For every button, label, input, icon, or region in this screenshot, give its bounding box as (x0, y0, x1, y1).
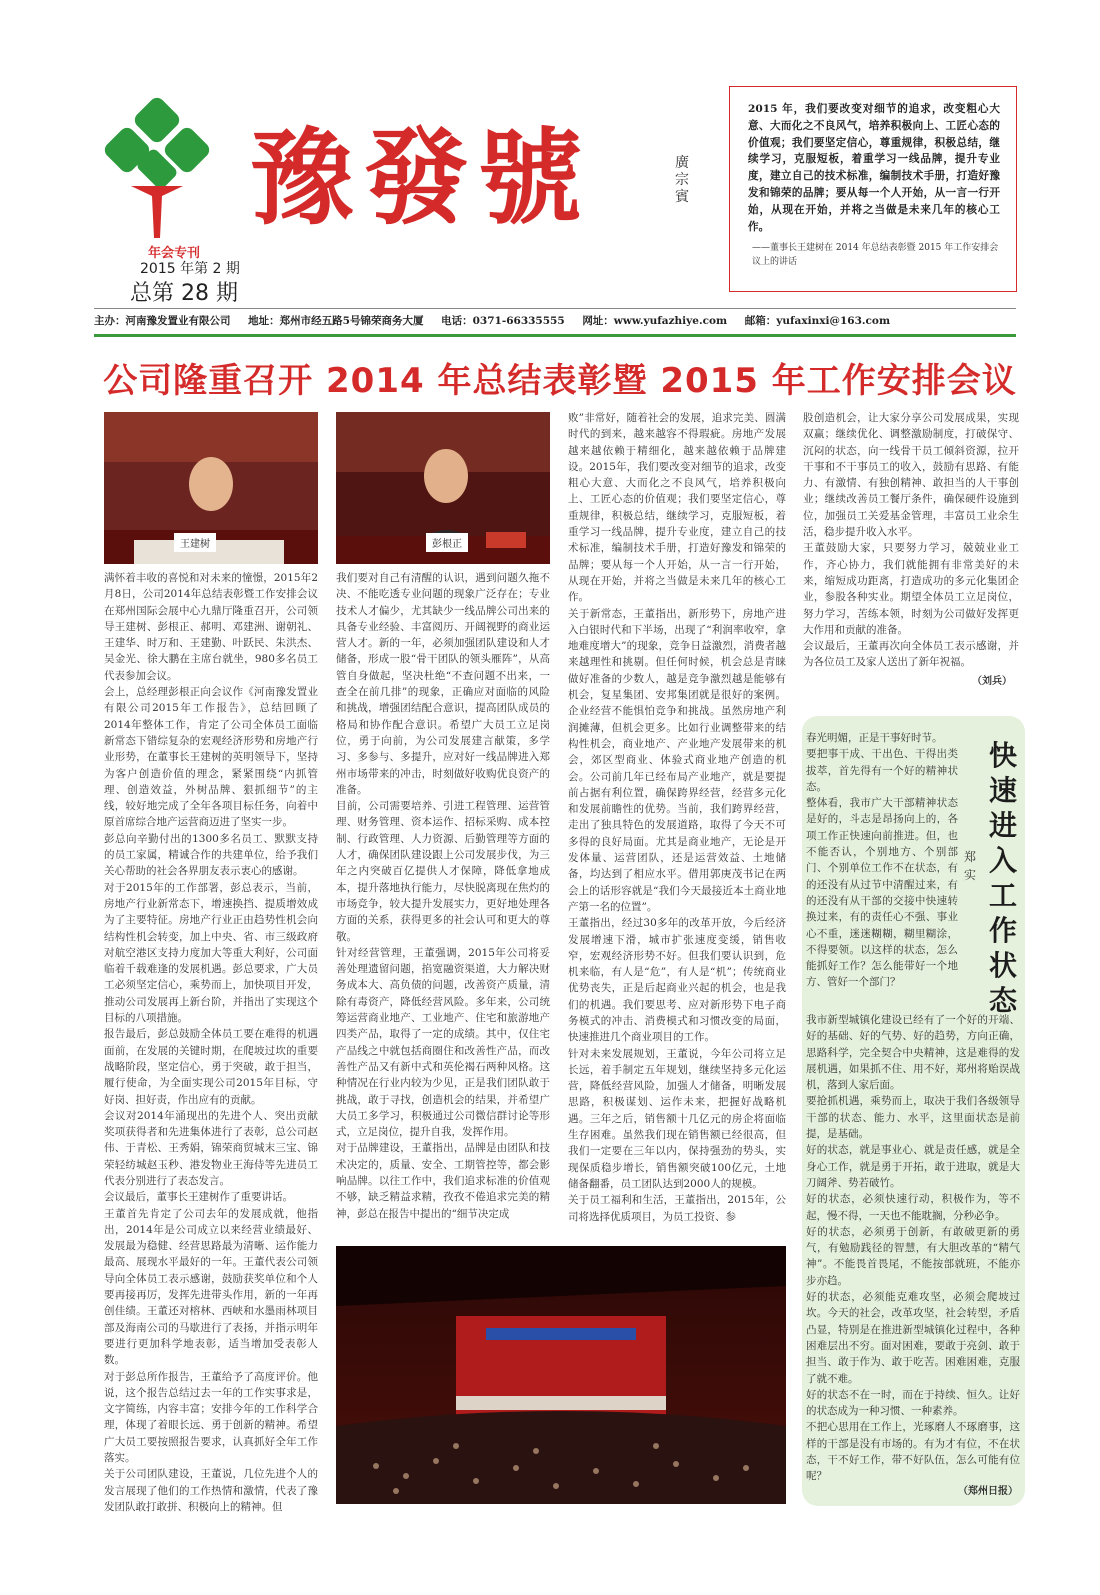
conference-hall-image (336, 1246, 786, 1504)
sponsor-text: 主办：河南豫发置业有限公司 (94, 315, 231, 327)
calligrapher-signature: 廣宗賓 (675, 155, 689, 205)
phone-text: 电话：0371-66335555 (441, 315, 565, 327)
company-logo (96, 100, 218, 240)
address-text: 地址：郑州市经五路5号锦荣商务大厦 (248, 315, 424, 327)
speaker-photo-2 (336, 412, 550, 564)
email-text: 邮箱：yufaxinxi@163.com (744, 315, 891, 327)
publication-info-bar (94, 308, 1016, 333)
header-divider (94, 334, 1016, 337)
sidebar-body: 我市新型城镇化建设已经有了一个好的开端、好的基础、好的气势、好的趋势，方向正确，思路科学，完全契合中央精神，这是难得的发展机遇，如果抓不住、用不好，郑州将贻误战机，落到人家后面。 要抢抓机遇，乘势而上，取决于我们各级领导干部的状态、能力、水平，这里面状态是前提，是基础。 好的状态，就是事业心、就是责任感，就是全身心工作，就是勇于开拓，敢于进取，就是大刀阔斧、势若破竹。 好的状态，必须快速行动，积极作为，等不起，慢不得，一天也不能耽搁，分秒必争。 好的状态，必须勇于创新，有敢破更新的勇气，有勉励践径的智慧，有大胆改革的“精气神”。不能畏首畏尾，不能按部就班，不能亦步亦趋。 好的状态，必须能克难攻坚，必须会爬坡过坎。今天的社会，改革攻坚，社会转型，矛盾凸显，特别是在推进新型城镇化过程中，各种困难层出不穷。面对困难，要敢于亮剑、敢于担当、敢于作为、敢于吃苦。困难困难，克服了就不难。 好的状态不在一时，而在于持续、恒久。让好的状态成为一种习惯、一种素养。 不把心思用在工作上，光琢磨人不琢磨事，这样的干部是没有市场的。有为才有位，不在状态，干不好工作，带不好队伍，怎么可能有位呢？ (806, 1014, 1020, 1483)
website-text: 网址：www.yufazhiye.com (582, 315, 728, 327)
sidebar-title: 快速进入工作状态 (988, 739, 1017, 1017)
chairman-quote-box (729, 86, 1017, 292)
total-issue-number: 总第 28 期 (130, 281, 238, 306)
quote-text: 2015 年，我们要改变对细节的追求，改变粗心大意、大而化之不良风气，培养积极向上、工匠心态的价值观；我们要坚定信心，尊重规律，积极总结，继续学习，克服短板，着重学习一线品牌，提升专业度，建立自己的技术标准，编制技术手册，打造好豫发和锦荣的品牌；要从每一个人开始，从一言一行开始，从现在开始，并将之当做是未来几年的核心工作。 (748, 103, 1000, 233)
quote-source: ——董事长王建树在 2014 年总结表彰暨 2015 年工作安排会议上的讲话 (752, 243, 999, 268)
article-column-3: 败”非常好，随着社会的发展，追求完美、圆满时代的到来，越来越容不得瑕疵。房地产发展越来越依赖于精细化，越来越依赖于品牌建设。2015年，我们要改变对细节的追求，改变粗心大意、大而化之不良风气，培养积极向上、工匠心态的价值观；我们要坚定信心，尊重规律，积极总结，继续学习，克服短板，着重学习一线品牌，提升专业度，建立自己的技术标准，编制技术手册，打造好豫发和锦荣的品牌；要从每一个人开始，从一言一行开始，从现在开始，并将之当做是未来几年的核心工作。 关于新常态，王董指出，新形势下，房地产进入白银时代和下半场，出现了“利润率收窄，拿地难度增大”的现象，竞争日益激烈，消费者越来越理性和挑剔。但任何时候，机会总是青睐做好准备的少数人，越是竞争激烈越是能够有机会，复星集团、安邦集团就是很好的案例。企业经营不能惧怕竞争和挑战。虽然房地产利润摊薄，但机会更多。比如行业调整带来的结构性机会，商业地产、产业地产发展带来的机会，郊区型商业、体验式商业地产创造的机会。公司前几年已经布局产业地产，就是要提前占据有利位置，确保跨界经营，经营多元化和发展前瞻性的优势。当前，我们跨界经营，走出了独具特色的发展道路，取得了今天不可多得的良好局面。尤其是商业地产，无论是开发体量、运营团队，还是运营效益、土地储备，均达到了相应水平。借用郭庚茂书记在两会上的话形容就是“我们今天最接近本土商业地产第一名的位置”。 王董指出，经过30多年的改革开放，今后经济发展增速下滑，城市扩张速度变缓，销售收窄，宏观经济形势不好。但我们要认识到，危机来临，有人是“危”，有人是“机”；传统商业优势丧失，正是后起商业兴起的机会，也是我们的机遇。我们要思考、应对新形势下电子商务模式的冲击、消费模式和习惯改变的局面，快速推进几个商业项目的工作。 针对未来发展规划，王董说，今年公司将立足长远，着手制定五年规划，继续坚持多元化运营，降低经营风险，加强人才储备，明晰发展思路，积极谋划、运作未来，把握好战略机遇。三年之后，销售额十几亿元的房企将面临生存困难。虽然我们现在销售额已经很高，但我们一定要在三年以内，保持强劲的势头，实现保质稳步增长，销售额突破100亿元，土地储备翻番，员工团队达到2000人的规模。 关于员工福利和生活，王董指出，2015年，公司将选择优质项目，为员工投资、参 (568, 412, 786, 1223)
photo-1-caption: 王建树 (174, 533, 216, 552)
sidebar-intro: 春光明媚，正是干事好时节。 要把事干成、干出色、干得出类拔萃，首先得有一个好的精神状态。 整体看，我市广大干部精神状态是好的，斗志是昂扬向上的，各项工作正快速向前推进。但，也不能否认，个别地方、个别部门、个别单位工作不在状态，有的还没有从过节中清醒过来，有的还没有从干部的交接中快速转换过来，有的责任心不强、事业心不重，迷迷糊糊，糊里糊涂，不得要领。以这样的状态，怎么能抓好工作？怎么能带好一个地方、管好一个部门？ (806, 732, 958, 989)
speaker-photo-1 (104, 412, 318, 564)
photo-2-caption: 彭根正 (426, 533, 468, 552)
special-edition-label: 年会专刊 (148, 246, 201, 261)
brand-name: 豫發號 (250, 116, 593, 239)
sidebar-author: 郑实 (964, 850, 977, 882)
article-column-1: 满怀着丰收的喜悦和对未来的憧憬，2015年2月8日，公司2014年总结表彰暨工作安排会议在郑州国际会展中心九鼎厅隆重召开，公司领导王建树、彭根正、郝明、邓建洲、谢朝礼、王建华、时万和、王建勤、叶跃民、朱洪杰、吴金光、徐大鹏在主席台就坐，980多名员工代表参加会议。 会上，总经理彭根正向会议作《河南豫发置业有限公司2015年工作报告》，总结回顾了2014年整体工作，肯定了公司全体员工面临新常态下错综复杂的宏观经济形势和房地产行业形势，在董事长王建树的英明领导下，坚持为客户创造价值的理念，紧紧围绕“内抓管理、创造效益，外树品牌、狠抓细节”的主线，较好地完成了全年各项目标任务，向着中原首席综合地产运营商迈进了坚实一步。 彭总向辛勤付出的1300多名员工、默默支持的员工家属，精诚合作的共建单位，给予我们关心帮助的社会各界朋友表示衷心的感谢。 对于2015年的工作部署，彭总表示，当前，房地产行业新常态下，增速换挡、提质增效成为了主要特征。房地产行业正由趋势性机会向结构性机会转变，加上中央、省、市三级政府对航空港区支持力度加大等重大利好，公司面临着千载难逢的发展机遇。彭总要求，广大员工必须坚定信心，乘势而上，加快项目开发，推动公司发展再上新台阶，并指出了实现这个目标的八项措施。 报告最后，彭总鼓励全体员工要在难得的机遇面前，在发展的关键时期，在爬坡过坎的重要战略阶段，坚定信心，勇于突破，敢于担当，履行使命，为全面实现公司2015年目标，守好岗、担好责，作出应有的贡献。 会议对2014年涌现出的先进个人、突出贡献奖项获得者和先进集体进行了表彰，总公司赵伟、于青松、王秀娟，锦荣商贸城末三宝、锦荣轻纺城赵玉秒、港发物业王海侍等先进员工代表分别进行了表态发言。 会议最后，董事长王建树作了重要讲话。 王董首先肯定了公司去年的发展成就，他指出，2014年是公司成立以来经营业绩最好、发展最为稳健、经营思路最为清晰、运作能力最高、展现水平最好的一年。王董代表公司领导向全体员工表示感谢，鼓励获奖单位和个人要再接再厉，发挥先进带头作用，新的一年再创佳绩。王董还对榕林、西峡和水墨雨林项目部及海南公司的马歇进行了表扬，并指示明年要进行更加科学地表彰，适当增加受表彰人数。 对于彭总所作报告，王董给予了高度评价。他说，这个报告总结过去一年的工作实事求是，文字简练，内容丰富；安排今年的工作科学合理，体现了着眼长远、勇于创新的精神。希望广大员工要按照报告要求，认真抓好全年工作落实。 关于公司团队建设，王董说，几位先进个人的发言展现了他们的工作热情和激情，代表了豫发团队敢打敢拼、积极向上的精神。但 (104, 572, 318, 1513)
sidebar-source: （郑州日报） (958, 1486, 1018, 1497)
article-column-4: 股创造机会，让大家分享公司发展成果，实现双赢；继续优化、调整激励制度，打破保守、沉闷的状态，向一线骨干员工倾斜资源，拉开干事和不干事员工的收入，鼓励有思路、有能力、有激情、有独创精神、敢担当的人干事创业；继续改善员工餐厅条件，确保硬件设施到位，加强员工关爱基金管理，丰富员工业余生活，稳步提升收入水平。 王董鼓励大家，只要努力学习，兢兢业业工作，齐心协力，我们就能拥有非常美好的未来，缩短成功距离，打造成功的多元化集团企业，参股各种实业。期望全体员工立足岗位，努力学习，苦练本领，时刻为公司做好发挥更大作用和贡献的准备。 会议最后，王董再次向全体员工表示感谢，并为各位员工及家人送出了新年祝福。 (803, 412, 1019, 669)
logo-stem (131, 186, 183, 238)
article-byline: （刘兵） (972, 676, 1012, 687)
issue-number: 2015 年第 2 期 (140, 261, 240, 277)
article-column-2: 我们要对自己有清醒的认识，遇到问题久拖不决、不能吃透专业问题的现象广泛存在；专业技术人才偏少，尤其缺少一线品牌公司出来的具备专业经验、丰富阅历、开阔视野的商业运营人才。新的一年，必须加强团队建设和人才储备，形成一股“骨干团队的领头雁阵”，从高管自身做起，坚决杜绝“不查问题不出来，一查全在前几排”的现象，正确应对面临的风险和挑战，增强团结配合意识，提高团队成员的格局和协作配合意识。希望广大员工立足岗位，勇于向前，为公司发展建言献策，多学习、多参与、多提升，应对好一线品牌进入郑州市场带来的冲击，时刻做好收购优良资产的准备。 目前，公司需要培养、引进工程管理、运营管理、财务管理、资本运作、招标采购、成本控制、行政管理、人力资源、后勤管理等方面的人才，确保团队建设跟上公司发展步伐，为三年之内突破百亿提供人才保障，降低拿地成本，提升落地执行能力，尽快脱离现在焦灼的市场竞争，较大提升发展实力，更好地处理各方面的关系，获得更多的社会认可和更大的尊敬。 针对经营管理，王董强调，2015年公司将妥善处理遗留问题，掐宽融资渠道，大力解决财务成本大、高负债的问题，改善资产质量，清除有毒资产，降低经营风险。多年来，公司统筹运营商业地产、工业地产、住宅和旅游地产四类产品，取得了一定的成绩。其中，仅住宅产品线之中就包括商圈住和改善性产品，而改善性产品又有新中式和英伦褐石两种风格。这种情况在行业内较为少见，正是我们团队敢于挑战，敢于寻找，创造机会的结果，并希望广大员工多学习，积极通过公司微信群讨论等形式，立足岗位，提升自我，发挥作用。 对于品牌建设，王董指出，品牌是由团队和技术决定的，质量、安全、工期管控等，都会影响品牌。以往工作中，我们追求标准的价值观不够，缺乏精益求精，孜孜不倦追求完美的精神，彭总在报告中提出的“细节决定成 (336, 572, 550, 1220)
clover-leaves (102, 95, 213, 191)
conference-hall-photo (336, 1246, 786, 1504)
main-headline: 公司隆重召开 2014 年总结表彰暨 2015 年工作安排会议 (103, 361, 1017, 401)
